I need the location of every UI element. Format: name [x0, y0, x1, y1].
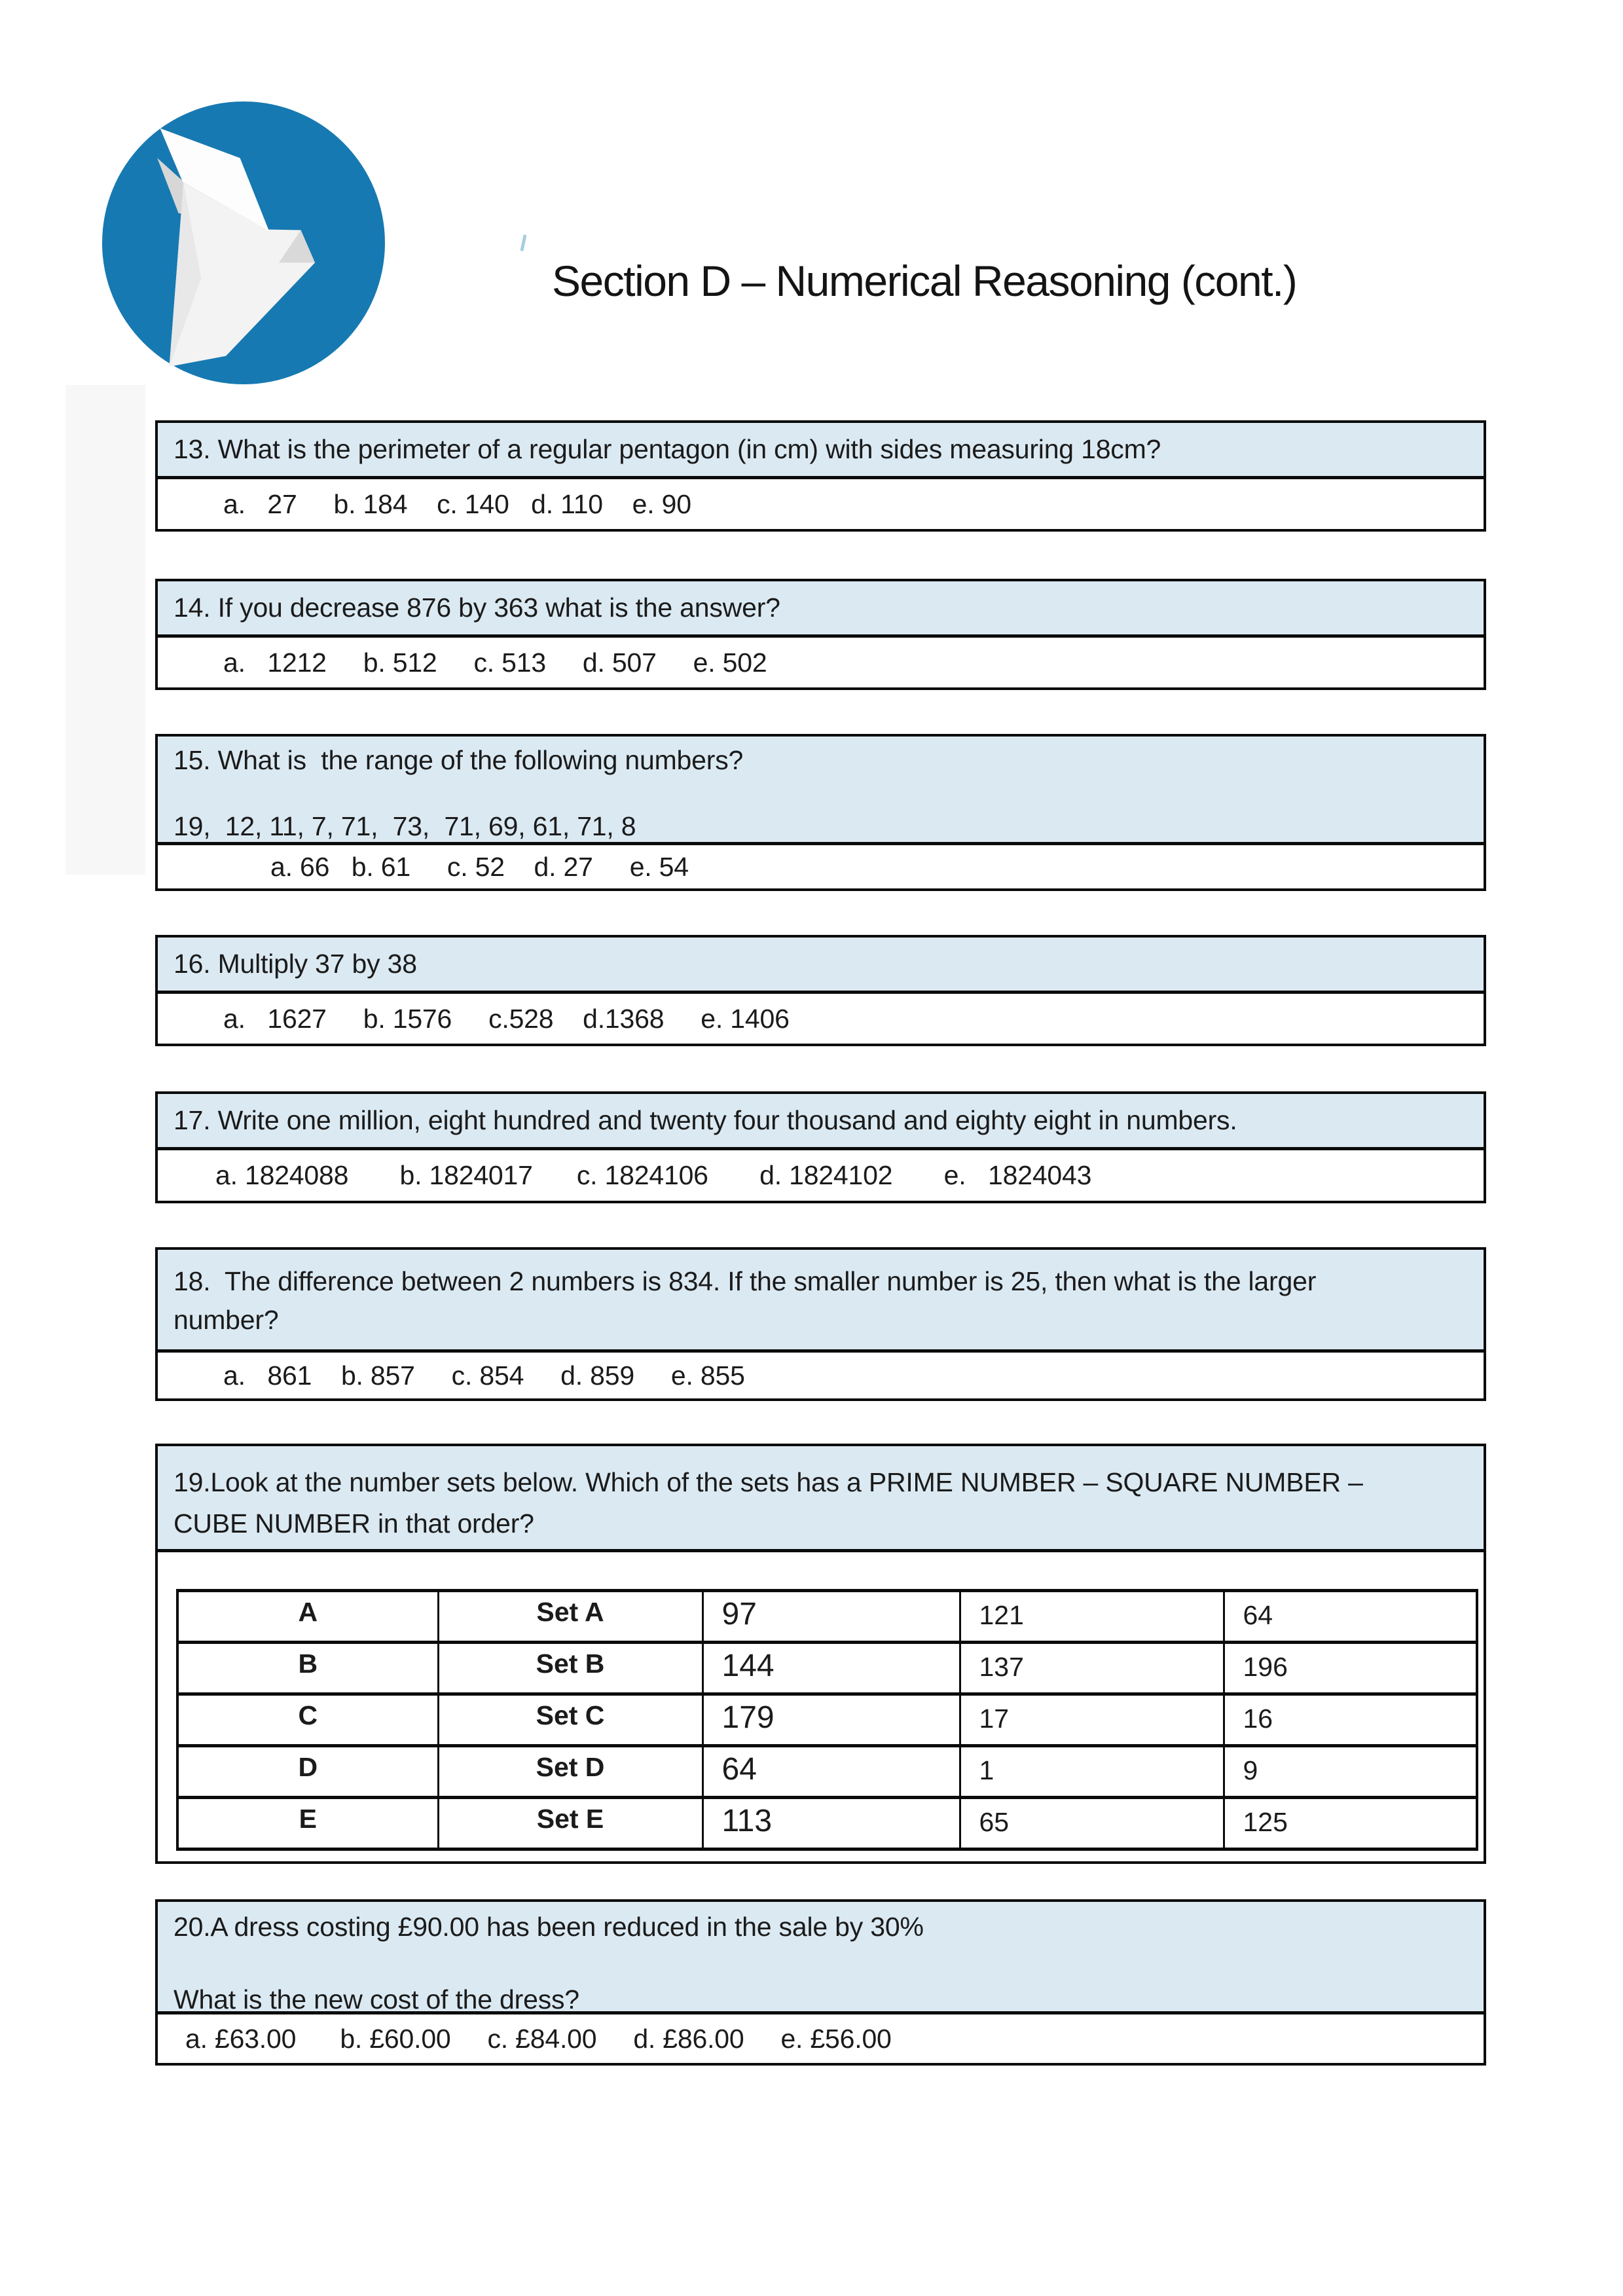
set-value-1: 64: [702, 1746, 960, 1798]
question-14-text: 14. If you decrease 876 by 363 what is the answer?: [173, 592, 780, 623]
question-19-header: [158, 1446, 1484, 1552]
question-13-header: [158, 423, 1484, 479]
table-row-set-c: [177, 1694, 1477, 1746]
set-value-2: 65: [960, 1798, 1224, 1850]
table-row-set-e: [177, 1798, 1477, 1850]
stray-quote-mark: [520, 234, 526, 251]
question-20-header: [158, 1902, 1484, 2014]
question-15-number-list: 19, 12, 11, 7, 71, 73, 71, 69, 61, 71, 8: [173, 811, 636, 842]
set-value-2: 121: [960, 1591, 1224, 1643]
question-20-text-line1: 20.A dress costing £90.00 has been reduced in the sale by 30%: [173, 1912, 924, 1942]
question-20-text-line2: What is the new cost of the dress?: [173, 1984, 579, 2015]
set-name: Set A: [438, 1591, 702, 1643]
set-value-2: 137: [960, 1643, 1224, 1694]
question-18-header: [158, 1250, 1484, 1353]
question-18-options: a. 861 b. 857 c. 854 d. 859 e. 855: [158, 1353, 1484, 1398]
set-value-3: 16: [1224, 1694, 1477, 1746]
set-value-3: 125: [1224, 1798, 1477, 1850]
question-box-17: [155, 1091, 1486, 1203]
set-value-1: 113: [702, 1798, 960, 1850]
question-20-options: a. £63.00 b. £60.00 c. £84.00 d. £86.00 e. £56.00: [158, 2014, 1484, 2063]
question-14-header: [158, 581, 1484, 638]
set-value-3: 9: [1224, 1746, 1477, 1798]
question-17-text: 17. Write one million, eight hundred and twenty four thousand and eighty eight in numbers.: [173, 1105, 1237, 1135]
question-box-14: [155, 579, 1486, 690]
page-title: Section D – Numerical Reasoning (cont.): [552, 257, 1297, 305]
origami-dove-logo: [102, 101, 385, 384]
question-15-header: [158, 737, 1484, 845]
set-name: Set E: [438, 1798, 702, 1850]
set-value-2: 1: [960, 1746, 1224, 1798]
question-box-16: [155, 935, 1486, 1046]
set-name: Set B: [438, 1643, 702, 1694]
question-18-text-line1: 18. The difference between 2 numbers is 834. If the smaller number is 25, then what is the larger: [173, 1266, 1317, 1296]
question-15-options: a. 66 b. 61 c. 52 d. 27 e. 54: [158, 845, 1484, 888]
question-13-options: a. 27 b. 184 c. 140 d. 110 e. 90: [158, 479, 1484, 529]
question-19-text-line2: CUBE NUMBER in that order?: [173, 1508, 534, 1539]
set-value-2: 17: [960, 1694, 1224, 1746]
set-name: Set C: [438, 1694, 702, 1746]
question-18-text-line2: number?: [173, 1304, 279, 1335]
row-label: D: [177, 1746, 438, 1798]
set-value-1: 179: [702, 1694, 960, 1746]
question-19-body: [158, 1552, 1484, 1861]
question-box-18: [155, 1247, 1486, 1401]
set-value-1: 144: [702, 1643, 960, 1694]
question-16-options: a. 1627 b. 1576 c.528 d.1368 e. 1406: [158, 994, 1484, 1044]
table-row-set-d: [177, 1746, 1477, 1798]
question-box-13: [155, 420, 1486, 532]
origami-dove-icon: [102, 101, 385, 384]
set-value-1: 97: [702, 1591, 960, 1643]
table-row-set-b: [177, 1643, 1477, 1694]
question-box-19: [155, 1444, 1486, 1864]
set-name: Set D: [438, 1746, 702, 1798]
question-box-15: [155, 734, 1486, 891]
set-value-3: 64: [1224, 1591, 1477, 1643]
question-16-text: 16. Multiply 37 by 38: [173, 949, 417, 979]
question-19-text-line1: 19.Look at the number sets below. Which of the sets has a PRIME NUMBER – SQUARE NUMBER –: [173, 1467, 1363, 1497]
scan-artifact-strip: [65, 385, 145, 875]
question-14-options: a. 1212 b. 512 c. 513 d. 507 e. 502: [158, 638, 1484, 687]
set-value-3: 196: [1224, 1643, 1477, 1694]
row-label: B: [177, 1643, 438, 1694]
question-17-options: a. 1824088 b. 1824017 c. 1824106 d. 1824102 e. 1824043: [158, 1150, 1484, 1201]
number-sets-table: [176, 1589, 1478, 1851]
row-label: C: [177, 1694, 438, 1746]
question-16-header: [158, 938, 1484, 994]
question-13-text: 13. What is the perimeter of a regular pentagon (in cm) with sides measuring 18cm?: [173, 434, 1161, 464]
question-box-20: [155, 1899, 1486, 2066]
row-label: E: [177, 1798, 438, 1850]
row-label: A: [177, 1591, 438, 1643]
question-15-text: 15. What is the range of the following numbers?: [173, 745, 744, 775]
table-row-set-a: [177, 1591, 1477, 1643]
question-17-header: [158, 1094, 1484, 1150]
